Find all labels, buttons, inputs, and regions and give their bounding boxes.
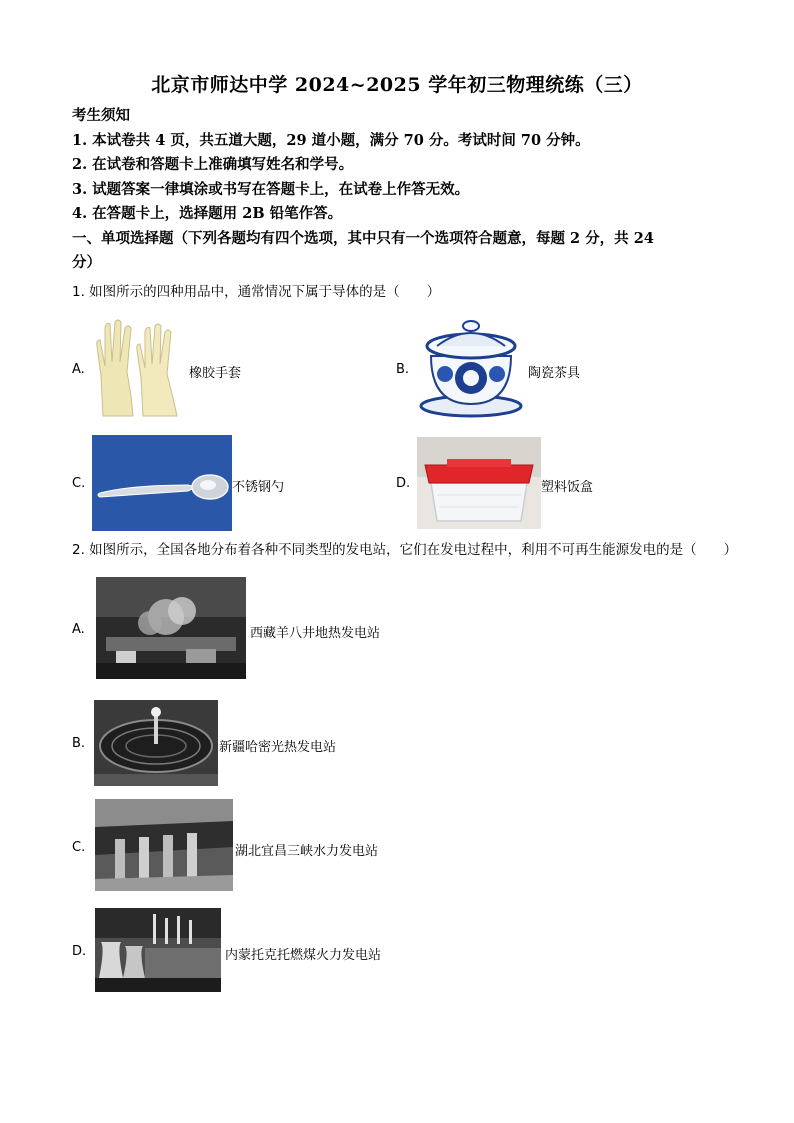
notice-heading: 考生须知 [72, 107, 130, 124]
q2-option-c-text: 湖北宜昌三峡水力发电站 [235, 844, 379, 859]
exam-notice [72, 104, 732, 276]
coal-fired-power-station-image [95, 908, 221, 992]
porcelain-tea-set-image [417, 316, 525, 418]
geothermal-power-station-image [96, 577, 246, 679]
q2-option-d-letter: D. [72, 944, 87, 959]
q1-option-a-letter: A. [72, 362, 85, 377]
q1-option-d-letter: D. [396, 476, 411, 491]
page-title: 北京市师达中学 2024~2025 学年初三物理统练（三） [151, 74, 643, 96]
question-2-stem: 2. 如图所示，全国各地分布着各种不同类型的发电站，它们在发电过程中，利用不可再生能源发电的是（ ） [72, 542, 738, 558]
q2-option-c-letter: C. [72, 840, 86, 855]
q2-option-d-text: 内蒙托克托燃煤火力发电站 [225, 948, 382, 963]
rubber-gloves-image [93, 316, 185, 418]
q1-option-d-text: 塑料饭盒 [541, 480, 594, 495]
q1-option-c-letter: C. [72, 476, 86, 491]
q1-option-b-text: 陶瓷茶具 [528, 366, 581, 381]
q2-option-a-text: 西藏羊八井地热发电站 [250, 626, 381, 641]
q1-option-a-text: 橡胶手套 [189, 366, 242, 381]
q2-option-b-text: 新疆哈密光热发电站 [219, 740, 337, 755]
section-heading-cont: 分） [72, 254, 101, 271]
section-heading: 一、单项选择题（下列各题均有四个选项，其中只有一个选项符合题意，每题 2 分，共 24 [72, 229, 654, 247]
hydropower-station-image [95, 799, 233, 891]
q1-option-b-letter: B. [396, 362, 410, 377]
notice-item: 2. 在试卷和答题卡上准确填写姓名和学号。 [72, 156, 354, 173]
solar-thermal-power-station-image [94, 700, 218, 786]
stainless-steel-spoon-image [92, 435, 232, 531]
q1-option-c-text: 不锈钢勺 [232, 480, 285, 495]
notice-item: 3. 试题答案一律填涂或书写在答题卡上，在试卷上作答无效。 [72, 180, 470, 198]
notice-item: 4. 在答题卡上，选择题用 2B 铅笔作答。 [72, 205, 343, 222]
q2-option-a-letter: A. [72, 622, 85, 637]
question-1-stem: 1. 如图所示的四种用品中，通常情况下属于导体的是（ ） [72, 284, 441, 300]
plastic-lunchbox-image [417, 437, 541, 529]
notice-item: 1. 本试卷共 4 页，共五道大题，29 道小题，满分 70 分。考试时间 70 分钟。 [72, 131, 590, 149]
q2-option-b-letter: B. [72, 736, 86, 751]
